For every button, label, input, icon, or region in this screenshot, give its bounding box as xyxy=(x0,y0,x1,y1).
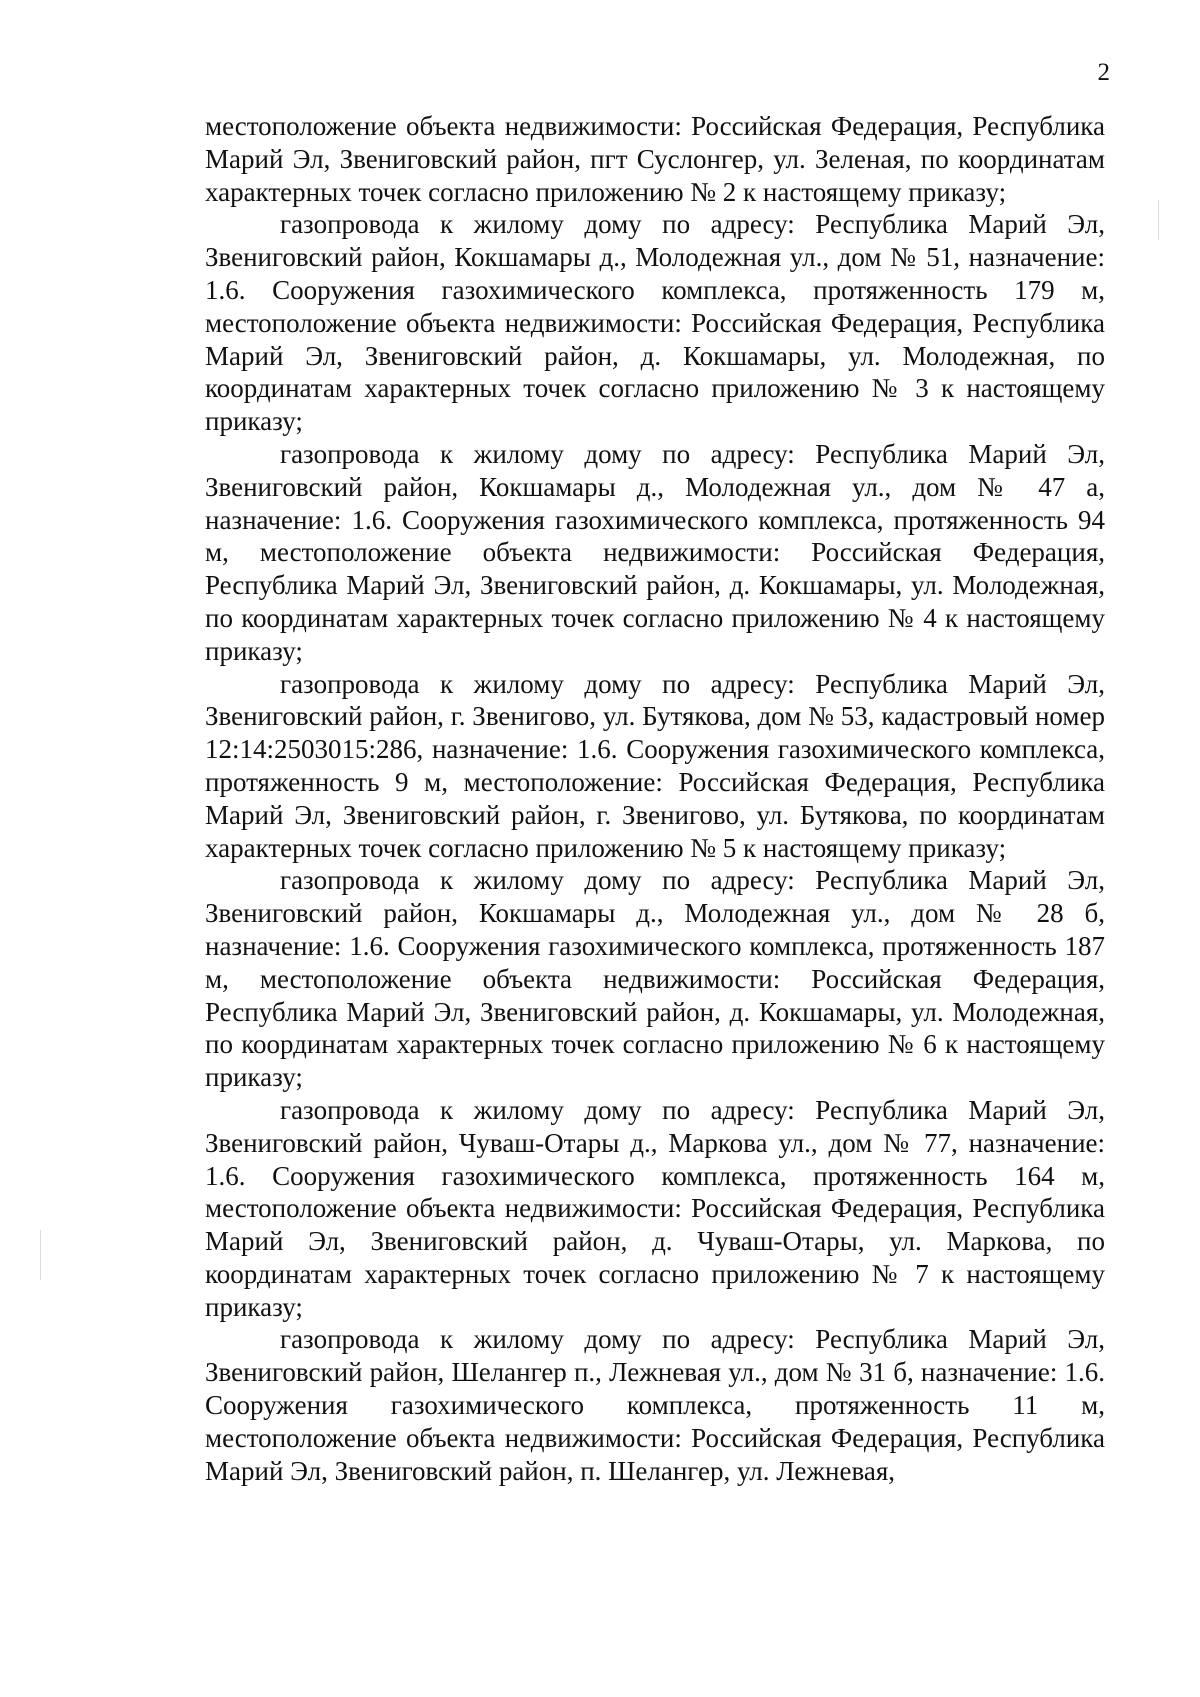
paragraph-6: газопровода к жилому дому по адресу: Республика Марий Эл, Звениговский район, Чуваш-Отары д., Маркова ул., дом № 77, назначение: 1.6. Сооружения газохимического комплекса, протяженность 164 м, местоположение объекта недвижимости: Российская Федерация, Республика Марий Эл, Звениговский район, д. Чуваш-Отары, ул. Маркова, по координатам характерных точек согласно приложению № 7 к настоящему приказу; xyxy=(205,1094,1105,1322)
paragraph-1: местоположение объекта недвижимости: Российская Федерация, Республика Марий Эл, Звениговский район, пгт Суслонгер, ул. Зеленая, по координатам характерных точек согласно приложению № 2 к настоящему приказу; xyxy=(205,111,1105,207)
page-number: 2 xyxy=(1097,59,1110,86)
paragraph-4: газопровода к жилому дому по адресу: Республика Марий Эл, Звениговский район, г. Звенигово, ул. Бутякова, дом № 53, кадастровый номер 12:14:2503015:286, назначение: 1.6. Сооружения газохимического комплекса, протяженность 9 м, местоположение: Российская Федерация, Республика Марий Эл, Звениговский район, г. Звенигово, ул. Бутякова, по координатам характерных точек согласно приложению № 5 к настоящему приказу; xyxy=(205,668,1105,863)
paragraph-2: газопровода к жилому дому по адресу: Республика Марий Эл, Звениговский район, Кокшамары д., Молодежная ул., дом № 51, назначение: 1.6. Сооружения газохимического комплекса, протяженность 179 м, местоположение объекта недвижимости: Российская Федерация, Республика Марий Эл, Звениговский район, д. Кокшамары, ул. Молодежная, по координатам характерных точек согласно приложению № 3 к настоящему приказу; xyxy=(205,209,1105,437)
paragraph-7: газопровода к жилому дому по адресу: Республика Марий Эл, Звениговский район, Шелангер п., Лежневая ул., дом № 31 б, назначение: 1.6. Сооружения газохимического комплекса, протяженность 11 м, местоположение объекта недвижимости: Российская Федерация, Республика Марий Эл, Звениговский район, п. Шелангер, ул. Лежневая, xyxy=(205,1324,1105,1486)
scan-artifact-line xyxy=(40,1230,41,1280)
document-body xyxy=(205,110,1105,1487)
scan-artifact-line xyxy=(1158,200,1159,240)
paragraph-5: газопровода к жилому дому по адресу: Республика Марий Эл, Звениговский район, Кокшамары д., Молодежная ул., дом № 28 б, назначение: 1.6. Сооружения газохимического комплекса, протяженность 187 м, местоположение объекта недвижимости: Российская Федерация, Республика Марий Эл, Звениговский район, д. Кокшамары, ул. Молодежная, по координатам характерных точек согласно приложению № 6 к настоящему приказу; xyxy=(205,865,1105,1093)
paragraph-3: газопровода к жилому дому по адресу: Республика Марий Эл, Звениговский район, Кокшамары д., Молодежная ул., дом № 47 а, назначение: 1.6. Сооружения газохимического комплекса, протяженность 94 м, местоположение объекта недвижимости: Российская Федерация, Республика Марий Эл, Звениговский район, д. Кокшамары, ул. Молодежная, по координатам характерных точек согласно приложению № 4 к настоящему приказу; xyxy=(205,438,1105,666)
